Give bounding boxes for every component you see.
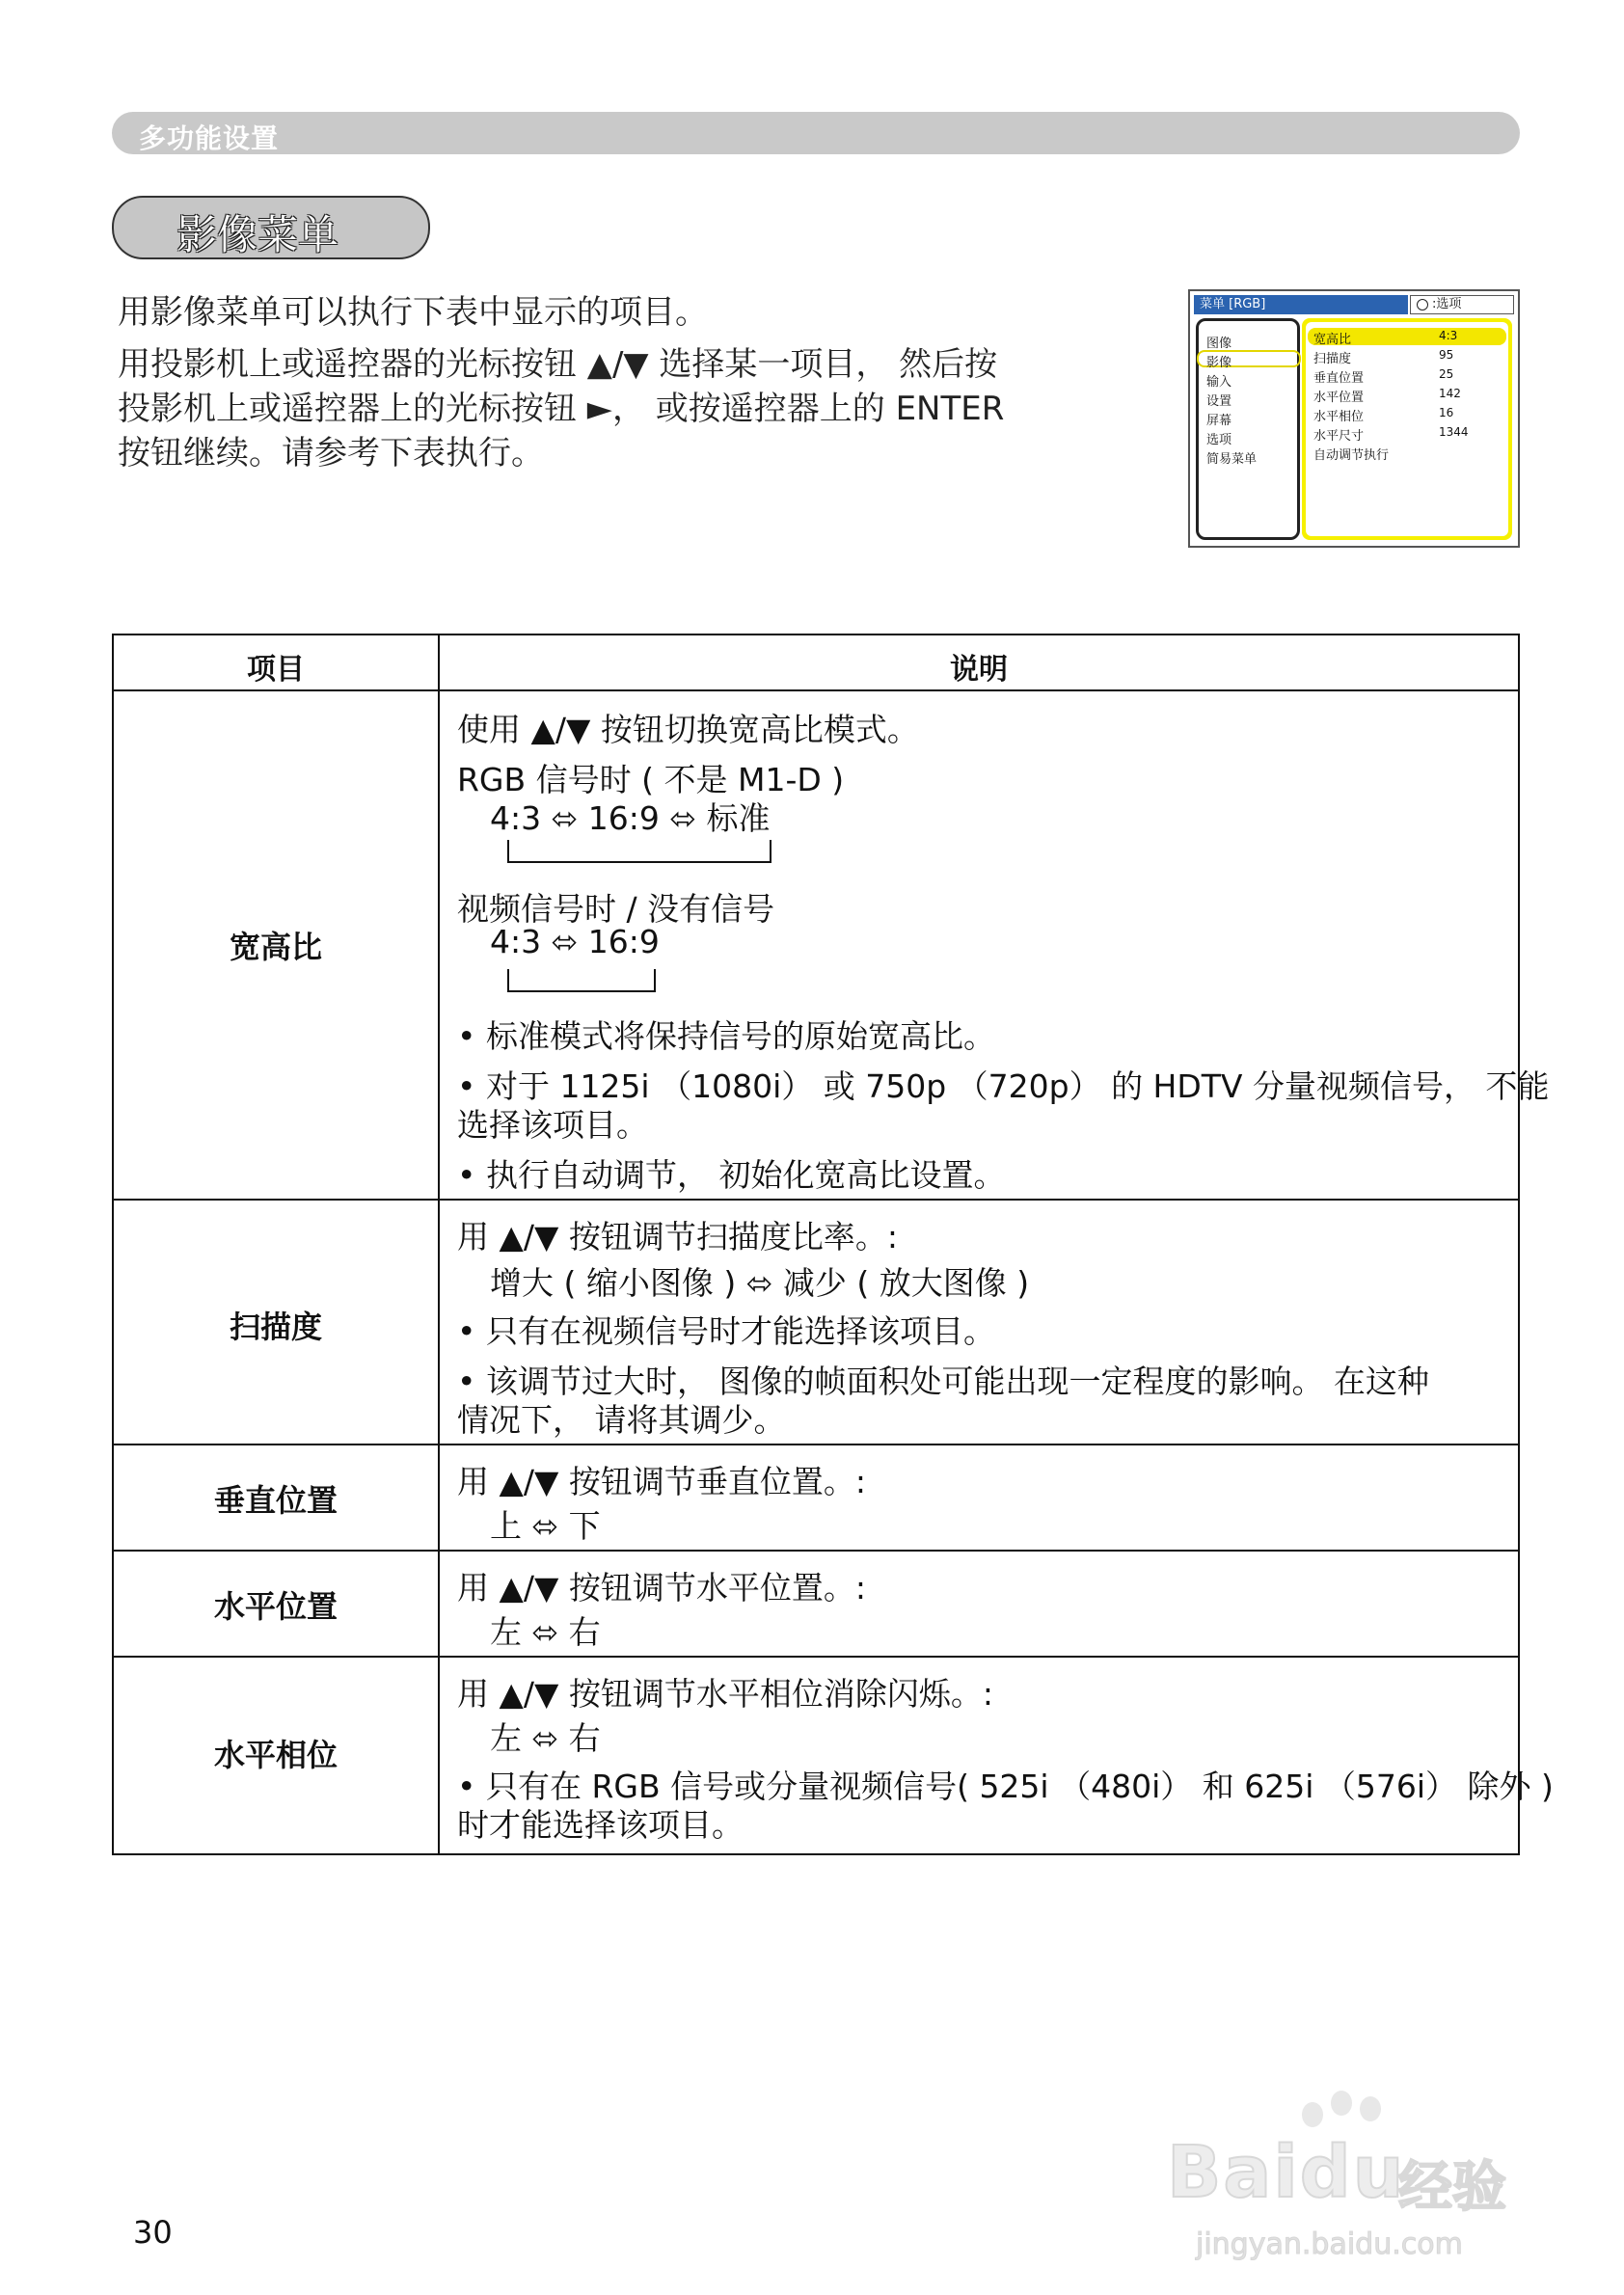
intro-line: 用投影机上或遥控器的光标按钮 ▲/▼ 选择某一项目， 然后按 <box>118 345 998 384</box>
osd-setting-name: 水平尺寸 <box>1313 429 1365 444</box>
osd-menu-item-selected: 影像 <box>1206 356 1232 370</box>
osd-option-label: :选项 <box>1432 297 1462 311</box>
osd-setting-value: 1344 <box>1439 425 1469 439</box>
watermark-brand-b: du <box>1299 2131 1406 2214</box>
desc-line: 4:3 ⬄ 16:9 ⬄ 标准 <box>490 799 771 837</box>
paw-icon <box>1331 2091 1352 2116</box>
table-row-item: 水平位置 <box>213 1588 338 1625</box>
desc-line: • 只有在 RGB 信号或分量视频信号( 525i （480i） 和 625i （576i） 除外 ) <box>457 1768 1554 1805</box>
desc-line: 上 ⬄ 下 <box>490 1507 601 1545</box>
osd-setting-name: 扫描度 <box>1313 352 1352 366</box>
row-divider <box>114 1199 1518 1201</box>
osd-setting-value: 4:3 <box>1439 329 1458 342</box>
osd-setting-row <box>1310 386 1502 403</box>
desc-line: • 执行自动调节， 初始化宽高比设置。 <box>457 1156 1006 1194</box>
column-header-desc: 说明 <box>950 653 1008 687</box>
desc-line: 用 ▲/▼ 按钮调节垂直位置。: <box>457 1463 866 1500</box>
osd-setting-row <box>1310 405 1502 422</box>
row-divider <box>114 689 1518 691</box>
desc-line: 使用 ▲/▼ 按钮切换宽高比模式。 <box>457 711 919 748</box>
osd-settings-panel <box>1302 318 1512 540</box>
osd-menu-item: 输入 <box>1206 375 1232 390</box>
osd-title: 菜单 [RGB] <box>1194 295 1408 314</box>
osd-menu-list <box>1196 318 1300 540</box>
osd-menu-screenshot <box>1188 289 1520 548</box>
watermark-url: jingyan.baidu.com <box>1196 2228 1463 2261</box>
osd-menu-item: 设置 <box>1206 394 1232 409</box>
osd-setting-value: 25 <box>1439 367 1454 381</box>
desc-line: 视频信号时 / 没有信号 <box>457 890 775 928</box>
desc-line: • 该调节过大时， 图像的帧面积处可能出现一定程度的影响。 在这种 <box>457 1363 1429 1400</box>
page-title-pill <box>112 196 430 259</box>
intro-line: 用影像菜单可以执行下表中显示的项目。 <box>118 293 708 332</box>
column-divider <box>438 635 440 1853</box>
section-title: 多功能设置 <box>139 122 280 154</box>
watermark-brand <box>1167 2131 1405 2214</box>
column-header-item: 项目 <box>247 653 305 687</box>
osd-setting-name: 宽高比 <box>1313 333 1352 347</box>
desc-line: 增大 ( 缩小图像 ) ⬄ 减少 ( 放大图像 ) <box>490 1264 1030 1302</box>
osd-header <box>1194 295 1514 314</box>
intro-line: 按钮继续。请参考下表执行。 <box>118 434 544 472</box>
osd-menu-item: 简易菜单 <box>1206 452 1258 467</box>
desc-line: 用 ▲/▼ 按钮调节扫描度比率。: <box>457 1218 898 1256</box>
osd-setting-row <box>1310 347 1502 364</box>
osd-setting-name: 水平位置 <box>1313 391 1365 405</box>
desc-line: 左 ⬄ 右 <box>490 1719 601 1757</box>
paw-icon <box>1302 2102 1323 2127</box>
osd-menu-item: 图像 <box>1206 337 1232 351</box>
desc-line: 4:3 ⬄ 16:9 <box>490 923 660 960</box>
desc-line: • 只有在视频信号时才能选择该项目。 <box>457 1312 995 1350</box>
osd-setting-row <box>1310 366 1502 384</box>
cycle-arrow-bracket <box>507 840 771 863</box>
table-row-item: 垂直位置 <box>213 1482 338 1519</box>
osd-settings-inner <box>1306 322 1508 536</box>
osd-setting-name: 水平相位 <box>1313 410 1365 424</box>
desc-line: 情况下， 请将其调少。 <box>457 1401 786 1439</box>
osd-setting-value: 95 <box>1439 348 1454 362</box>
page-number: 30 <box>133 2214 173 2251</box>
desc-line: 用 ▲/▼ 按钮调节水平相位消除闪烁。: <box>457 1675 993 1713</box>
osd-menu-item: 屏幕 <box>1206 414 1232 428</box>
desc-line: RGB 信号时 ( 不是 M1-D ) <box>457 761 845 798</box>
image-menu-table <box>112 634 1554 1855</box>
osd-setting-name: 自动调节执行 <box>1313 448 1390 463</box>
osd-setting-value: 142 <box>1439 387 1461 400</box>
table-row-item: 扫描度 <box>229 1309 322 1345</box>
osd-setting-value: 16 <box>1439 406 1454 419</box>
watermark-cn: 经验 <box>1398 2156 1506 2219</box>
row-divider <box>114 1656 1518 1658</box>
row-divider <box>114 1444 1518 1445</box>
paw-icon <box>1360 2096 1381 2121</box>
watermark-brand-a: Bai <box>1167 2131 1300 2214</box>
osd-setting-name: 垂直位置 <box>1313 371 1365 386</box>
row-divider <box>114 1550 1518 1552</box>
desc-line: 时才能选择该项目。 <box>457 1806 744 1844</box>
osd-setting-row <box>1310 444 1502 461</box>
osd-setting-row <box>1310 424 1502 442</box>
desc-line: • 对于 1125i （1080i） 或 750p （720p） 的 HDTV 分量视频信号， 不能 <box>457 1067 1550 1105</box>
section-header-bar <box>112 112 1520 154</box>
desc-line: 用 ▲/▼ 按钮调节水平位置。: <box>457 1569 866 1606</box>
desc-line: • 标准模式将保持信号的原始宽高比。 <box>457 1017 995 1055</box>
osd-option-hint <box>1410 295 1514 314</box>
clock-icon <box>1417 299 1428 310</box>
baidu-watermark <box>1157 2083 1543 2266</box>
page-title: 影像菜单 <box>176 211 339 258</box>
table-row-item: 宽高比 <box>229 929 322 965</box>
table-row-item: 水平相位 <box>213 1737 338 1773</box>
intro-line: 投影机上或遥控器上的光标按钮 ►， 或按遥控器上的 ENTER <box>118 390 1005 428</box>
osd-setting-row-selected <box>1308 328 1506 345</box>
desc-line: 左 ⬄ 右 <box>490 1613 601 1651</box>
cycle-arrow-bracket <box>507 969 656 992</box>
desc-line: 选择该项目。 <box>457 1106 648 1144</box>
osd-menu-item: 选项 <box>1206 433 1232 447</box>
